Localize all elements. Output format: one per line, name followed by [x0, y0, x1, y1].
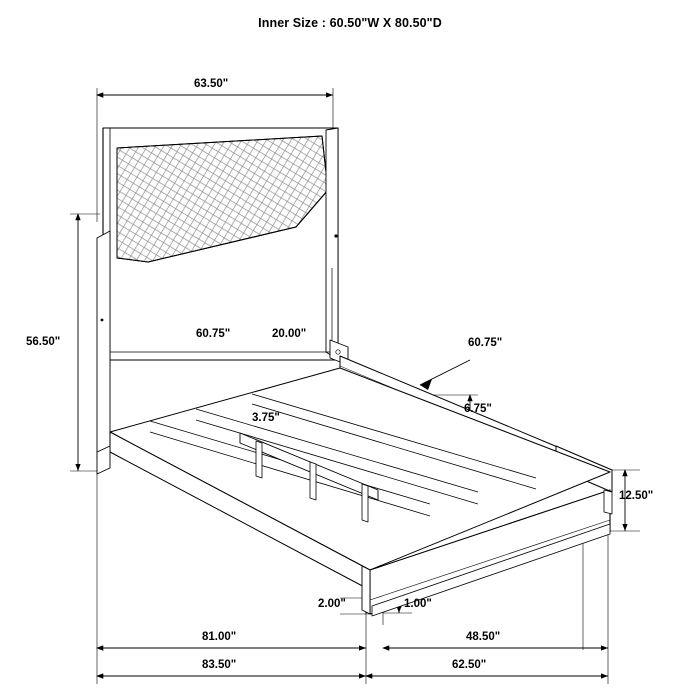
dimension-label-frame-depth: 81.00" [202, 631, 237, 643]
dimension-label-headboard-inner-width: 60.75" [196, 328, 231, 340]
dimension-label-headboard-width: 63.50" [194, 78, 229, 90]
dimension-label-foot-detail: 1.00" [404, 598, 432, 610]
dimension-label-leg-clearance: 2.00" [318, 598, 346, 610]
dimension-label-headboard-panel-height: 20.00" [272, 328, 307, 340]
dimension-label-footboard-height: 12.50" [619, 490, 654, 502]
dimension-label-overall-depth: 83.50" [202, 659, 237, 671]
dimension-label-side-rail-length: 60.75" [468, 337, 503, 349]
dimension-label-overall-width: 62.50" [452, 659, 487, 671]
page-title: Inner Size : 60.50"W X 80.50"D [258, 16, 442, 30]
dimension-label-side-depth: 48.50" [466, 631, 501, 643]
dimension-label-rail-top-height: 6.75" [464, 403, 492, 415]
dimension-label-overall-height: 56.50" [26, 336, 61, 348]
dimension-label-slat-thickness: 3.75" [252, 412, 280, 424]
